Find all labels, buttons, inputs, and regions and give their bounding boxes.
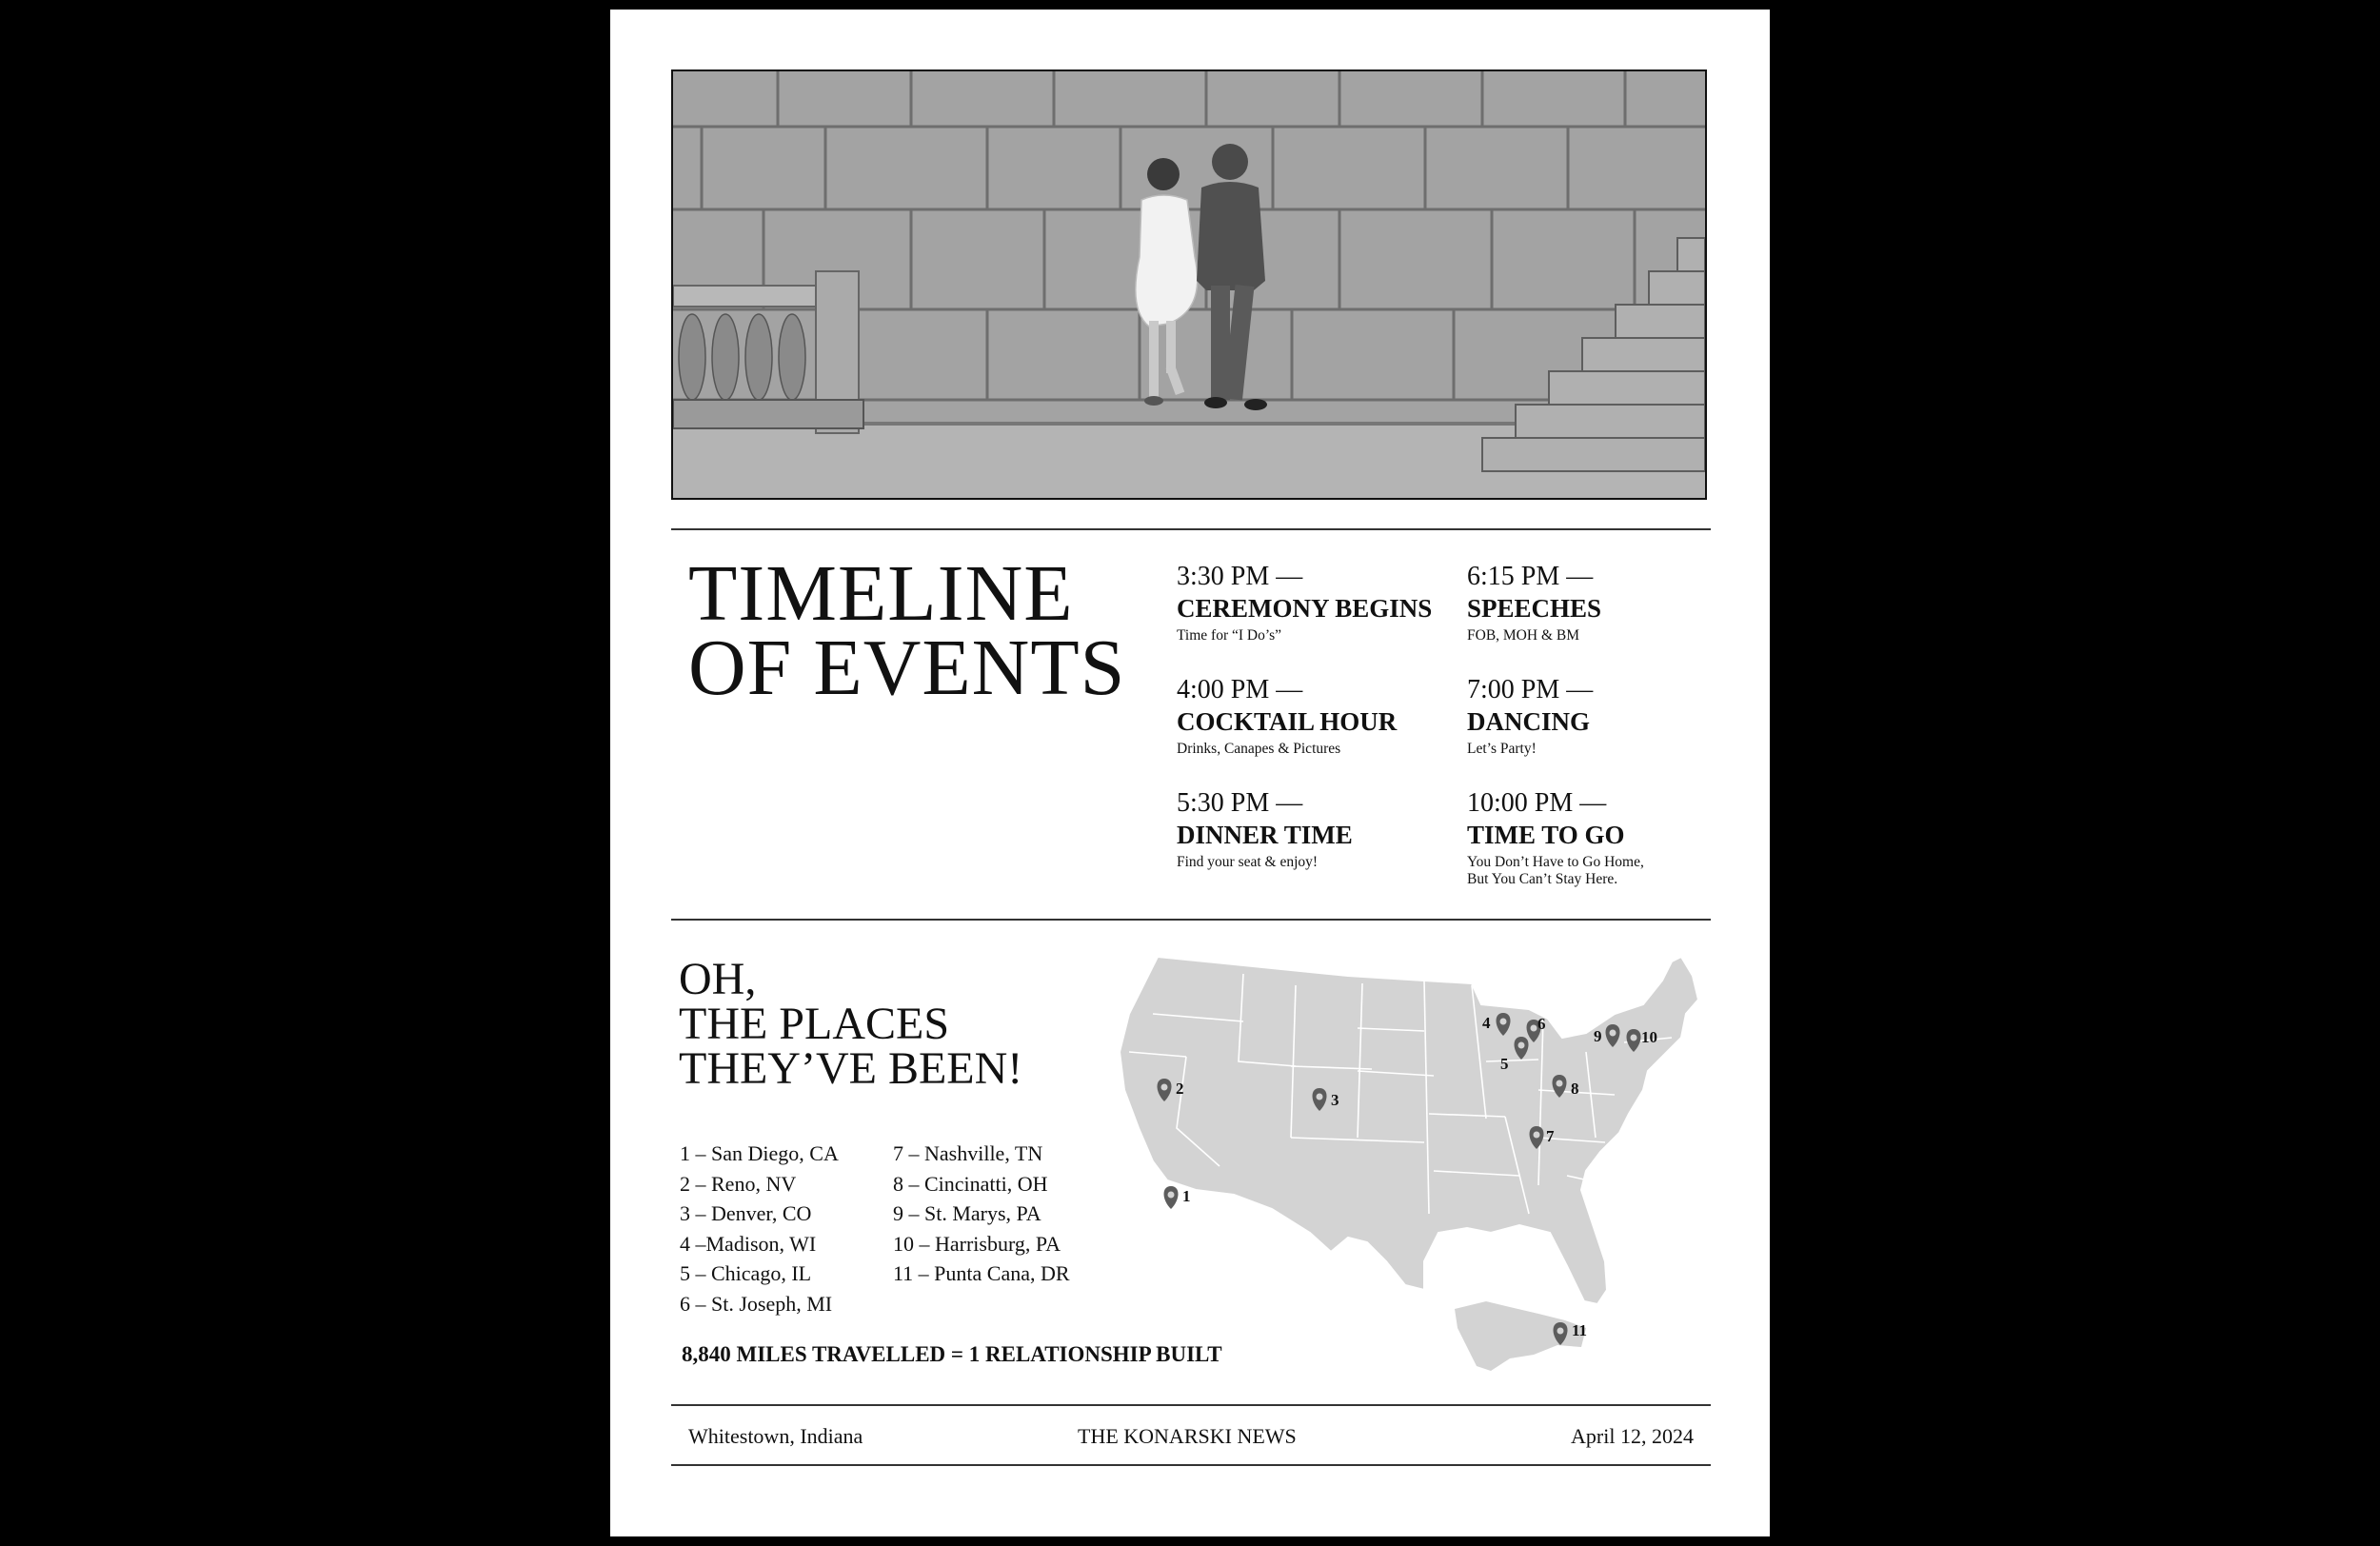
map-pin-label: 9 [1594, 1027, 1602, 1045]
event-time-to-go [1467, 788, 1753, 888]
event-name: SPEECHES [1467, 594, 1602, 623]
map-pin-dot [1610, 1030, 1616, 1037]
event-name: DANCING [1467, 707, 1591, 736]
event-time: 3:30 PM — [1177, 562, 1303, 591]
map-pin-dot [1500, 1019, 1507, 1025]
map-pin-dot [1534, 1132, 1540, 1139]
us-mainland-shape [1120, 957, 1698, 1304]
place-item: 9 – St. Marys, PA [893, 1201, 1041, 1225]
map-pin-dot [1518, 1042, 1525, 1049]
place-item: 8 – Cincinatti, OH [893, 1171, 1048, 1196]
timeline-title-line-1: TIMELINE [688, 549, 1074, 638]
map-pin-label: 6 [1537, 1015, 1546, 1033]
event-time: 10:00 PM — [1467, 788, 1607, 818]
map-pin-dot [1317, 1094, 1323, 1100]
place-item: 5 – Chicago, IL [680, 1261, 812, 1285]
places-title-line-3: THEY’VE BEEN! [679, 1043, 1023, 1094]
divider-footer-top [671, 1404, 1711, 1406]
timeline-title-line-2: OF EVENTS [688, 624, 1126, 712]
event-description [1467, 854, 1753, 888]
map-pin-label: 8 [1571, 1080, 1579, 1098]
event-name: CEREMONY BEGINS [1177, 594, 1433, 623]
miles-tagline: 8,840 MILES TRAVELLED = 1 RELATIONSHIP BUILT [682, 1342, 1222, 1366]
event-time: 6:15 PM — [1467, 562, 1594, 591]
hispaniola-shape [1455, 1301, 1586, 1371]
map-pin-dot [1631, 1035, 1637, 1041]
divider-top [671, 528, 1711, 530]
event-time: 4:00 PM — [1177, 675, 1303, 704]
event-name: DINNER TIME [1177, 821, 1353, 849]
event-description: Drinks, Canapes & Pictures [1177, 741, 1341, 757]
event-time: 5:30 PM — [1177, 788, 1303, 818]
couple-photo-illustration [673, 71, 1705, 498]
map-pin-label: 1 [1182, 1187, 1191, 1205]
event-description-line-1: You Don’t Have to Go Home, [1467, 854, 1644, 870]
event-description: Find your seat & enjoy! [1177, 854, 1319, 870]
places-title-line-2: THE PLACES [679, 999, 950, 1049]
place-item: 2 – Reno, NV [680, 1171, 797, 1196]
place-item: 6 – St. Joseph, MI [680, 1291, 833, 1316]
place-item: 11 – Punta Cana, DR [893, 1261, 1070, 1285]
places-list-right [893, 1139, 1070, 1289]
map-pin-dot [1557, 1328, 1564, 1335]
newsletter-page [610, 10, 1770, 1536]
map-pin-label: 2 [1176, 1080, 1184, 1098]
map-pin-label: 7 [1546, 1127, 1555, 1145]
map-pin-label: 5 [1500, 1055, 1509, 1073]
event-description: FOB, MOH & BM [1467, 627, 1579, 644]
map-pin-label: 10 [1641, 1028, 1657, 1046]
footer-paper-name: THE KONARSKI NEWS [1078, 1424, 1297, 1448]
event-description-line-2: But You Can’t Stay Here. [1467, 871, 1618, 887]
place-item: 4 –Madison, WI [680, 1231, 817, 1256]
map-pin-label: 11 [1572, 1321, 1588, 1339]
event-dinner [1177, 788, 1462, 871]
places-title-line-1: OH, [679, 954, 757, 1004]
event-cocktail-hour [1177, 675, 1462, 758]
event-dancing [1467, 675, 1753, 758]
footer-date: April 12, 2024 [1571, 1424, 1694, 1448]
divider-footer-bottom [671, 1464, 1711, 1466]
map-pin-dot [1168, 1192, 1175, 1199]
map-pin-label: 4 [1482, 1014, 1491, 1032]
place-item: 3 – Denver, CO [680, 1201, 812, 1225]
us-map [1110, 947, 1710, 1385]
event-name: TIME TO GO [1467, 821, 1625, 849]
map-pin-label: 3 [1331, 1091, 1339, 1109]
couple-photo [671, 69, 1707, 500]
timeline-title [688, 549, 1126, 712]
place-item: 10 – Harrisburg, PA [893, 1231, 1061, 1256]
event-time: 7:00 PM — [1467, 675, 1594, 704]
footer-location: Whitestown, Indiana [688, 1424, 863, 1448]
event-description: Time for “I Do’s” [1177, 627, 1282, 644]
places-title [679, 954, 1023, 1094]
place-item: 1 – San Diego, CA [680, 1141, 839, 1165]
event-ceremony [1177, 562, 1462, 644]
event-speeches [1467, 562, 1753, 644]
place-item: 7 – Nashville, TN [893, 1141, 1043, 1165]
map-pin-dot [1531, 1025, 1537, 1032]
map-pin-dot [1557, 1080, 1563, 1087]
event-description: Let’s Party! [1467, 741, 1537, 757]
map-pin-dot [1161, 1084, 1168, 1091]
divider-middle [671, 919, 1711, 921]
places-list-left [680, 1139, 839, 1318]
event-name: COCKTAIL HOUR [1177, 707, 1398, 736]
